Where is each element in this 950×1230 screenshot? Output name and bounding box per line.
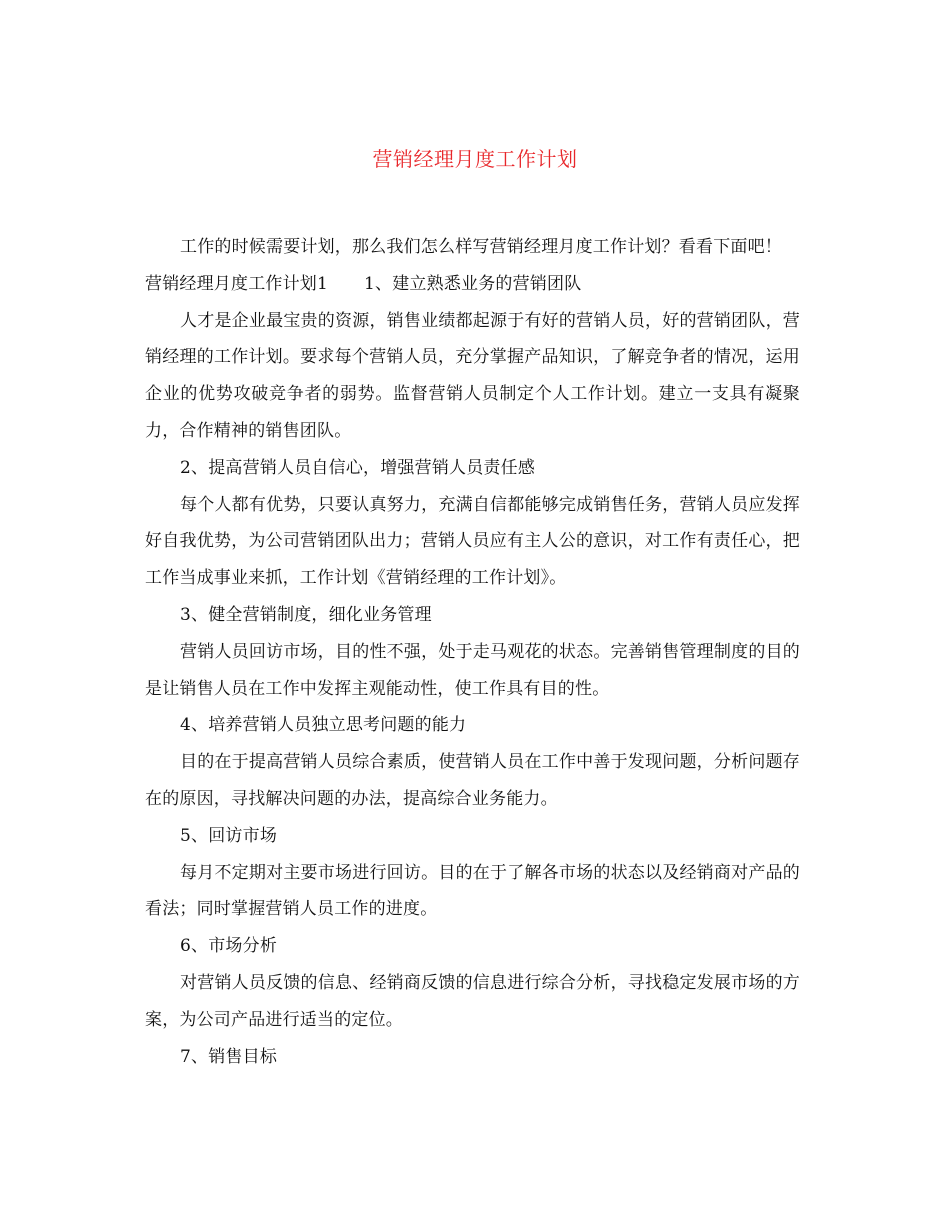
- document-body: [145, 229, 800, 1075]
- plan-heading-line: [145, 266, 800, 303]
- document-title: 营销经理月度工作计划: [372, 147, 578, 171]
- section-heading-6: 6、市场分析: [180, 936, 278, 957]
- section-heading-1: 1、建立熟悉业务的营销团队: [364, 273, 582, 294]
- section-body-2: 每个人都有优势，只要认真努力，充满自信都能够完成销售任务，营销人员应发挥好自我优势，为公司营销团队出力；营销人员应有主人公的意识，对工作有责任心，把工作当成事业来抓，工作计划《营销经理的工作计划》。: [145, 494, 800, 589]
- section-heading-5: 5、回访市场: [180, 825, 278, 846]
- section-body-3: 营销人员回访市场，目的性不强，处于走马观花的状态。完善销售管理制度的目的是让销售人员在工作中发挥主观能动性，使工作具有目的性。: [145, 641, 800, 699]
- section-heading-7: 7、销售目标: [180, 1046, 278, 1067]
- section-body-6: 对营销人员反馈的信息、经销商反馈的信息进行综合分析，寻找稳定发展市场的方案，为公司产品进行适当的定位。: [145, 972, 800, 1030]
- section-heading-4: 4、培养营销人员独立思考问题的能力: [180, 715, 467, 736]
- section-body-5: 每月不定期对主要市场进行回访。目的在于了解各市场的状态以及经销商对产品的看法；同时掌握营销人员工作的进度。: [145, 862, 800, 920]
- section-heading-2: 2、提高营销人员自信心，增强营销人员责任感: [180, 457, 536, 478]
- intro-paragraph: 工作的时候需要计划，那么我们怎么样写营销经理月度工作计划？看看下面吧！: [180, 237, 782, 257]
- section-body-1: 人才是企业最宝贵的资源，销售业绩都起源于有好的营销人员，好的营销团队，营销经理的工作计划。要求每个营销人员，充分掌握产品知识，了解竞争者的情况，运用企业的优势攻破竞争者的弱势。监督营销人员制定个人工作计划。建立一支具有凝聚力，合作精神的销售团队。: [145, 310, 800, 441]
- plan-label: 营销经理月度工作计划1: [145, 273, 329, 294]
- section-heading-3: 3、健全营销制度，细化业务管理: [180, 604, 432, 625]
- section-body-4: 目的在于提高营销人员综合素质，使营销人员在工作中善于发现问题，分析问题存在的原因，寻找解决问题的办法，提高综合业务能力。: [145, 752, 800, 809]
